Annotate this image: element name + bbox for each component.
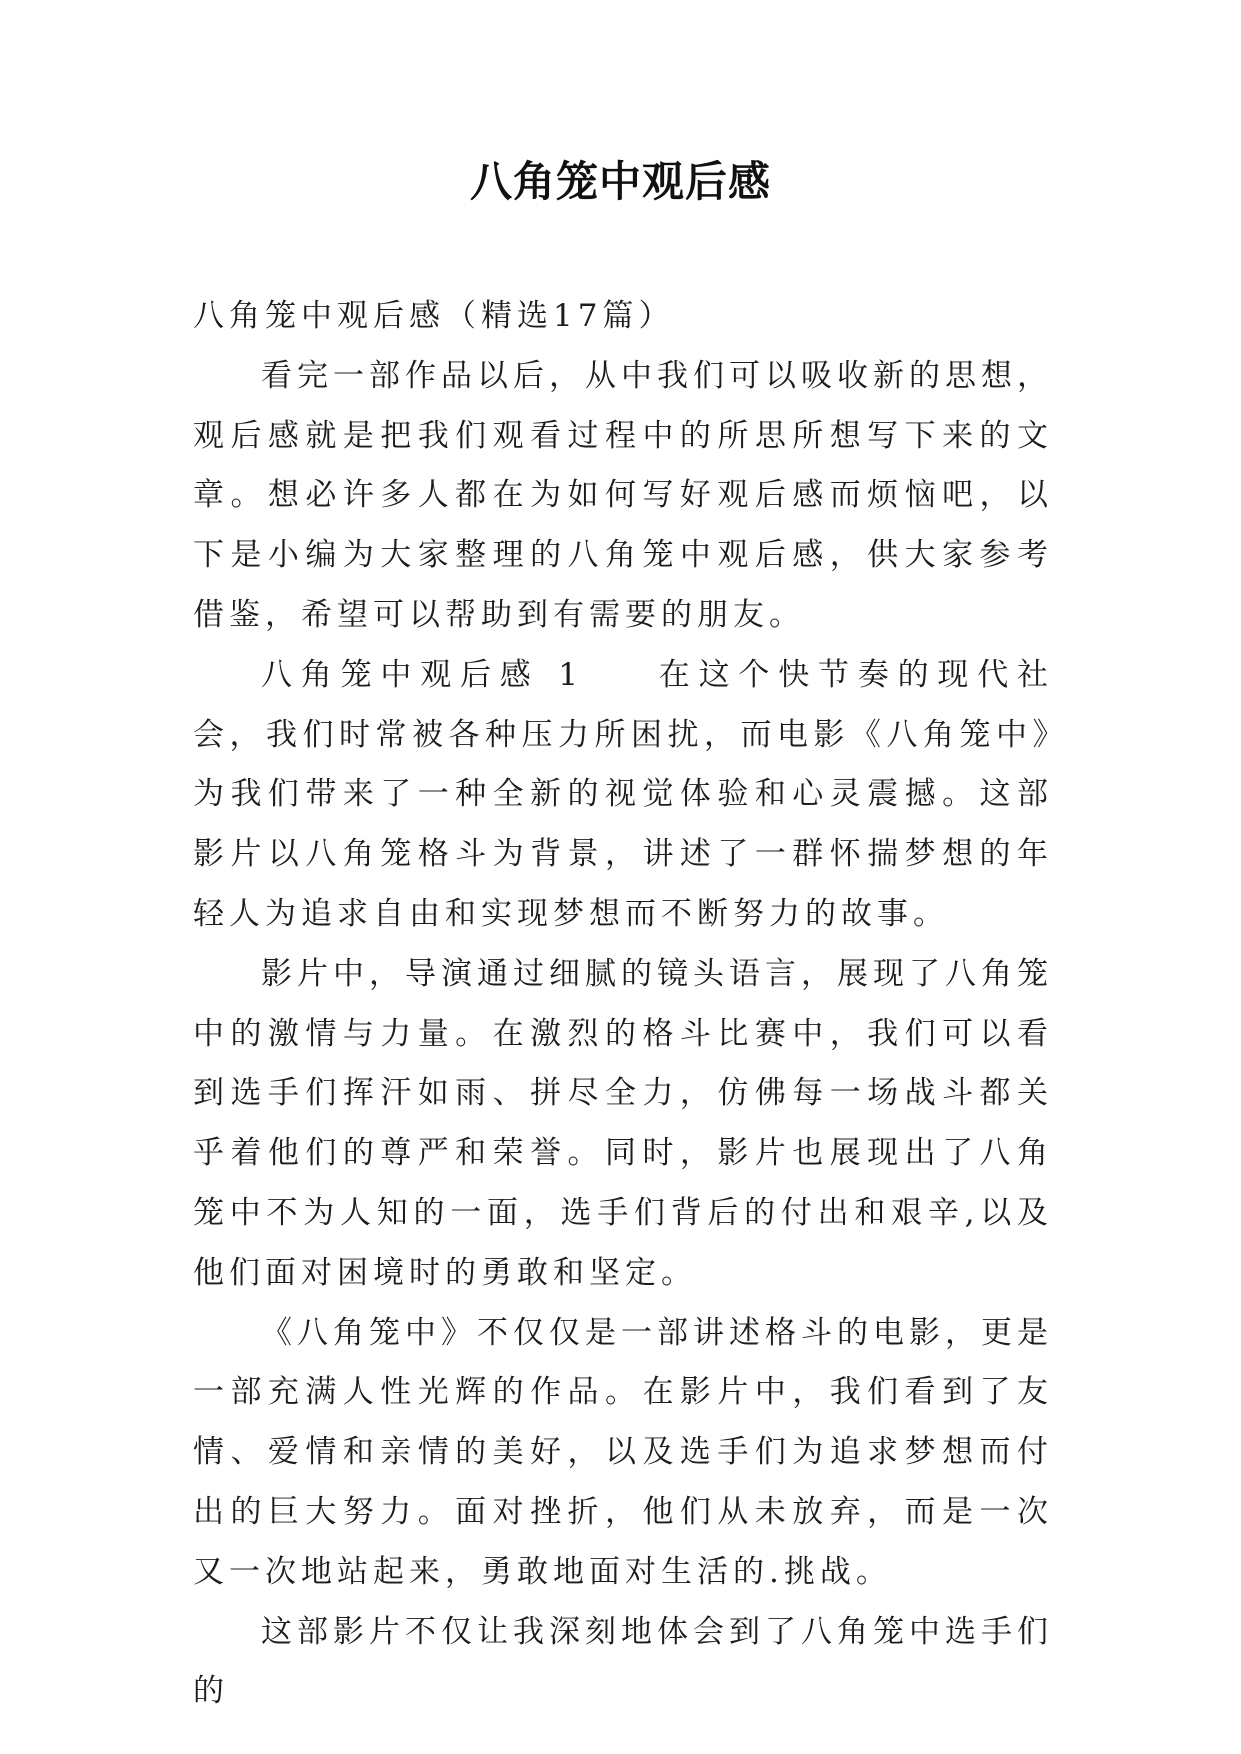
paragraph-body: 《八角笼中》不仅仅是一部讲述格斗的电影，更是一部充满人性光辉的作品。在影片中，我们看到了友情、爱情和亲情的美好，以及选手们为追求梦想而付出的巨大努力。面对挫折，他们从未放弃，而是一次又一次地站起来，勇敢地面对生活的.挑战。 [193, 1314, 1053, 1590]
paragraph-subtitle: 八角笼中观后感（精选17篇） [193, 298, 675, 334]
section-1-text: 在这个快节奏的现代社会，我们时常被各种压力所困扰，而电影《八角笼中》为我们带来了一种全新的视觉体验和心灵震撼。这部影片以八角笼格斗为背景，讲述了一群怀揣梦想的年轻人为追求自由和实现梦想而不断努力的故事。 [193, 656, 1054, 932]
paragraph-body: 影片中，导演通过细腻的镜头语言，展现了八角笼中的激情与力量。在激烈的格斗比赛中，我们可以看到选手们挥汗如雨、拼尽全力，仿佛每一场战斗都关乎着他们的尊严和荣誉。同时，影片也展现出了八角笼中不为人知的一面，选手们背后的付出和艰辛,以及他们面对困境时的勇敢和坚定。 [193, 955, 1053, 1291]
paragraph-intro: 看完一部作品以后，从中我们可以吸收新的思想，观后感就是把我们观看过程中的所思所想写下来的文章。想必许多人都在为如何写好观后感而烦恼吧，以下是小编为大家整理的八角笼中观后感，供大家参考借鉴，希望可以帮助到有需要的朋友。 [193, 357, 1053, 633]
paragraph-body: 这部影片不仅让我深刻地体会到了八角笼中选手们的 [193, 1613, 1053, 1710]
document-body [193, 287, 1053, 1722]
document-title: 八角笼中观后感 [469, 157, 771, 206]
paragraph-section-1 [193, 646, 1053, 945]
section-heading: 八角笼中观后感 1 [261, 656, 583, 693]
